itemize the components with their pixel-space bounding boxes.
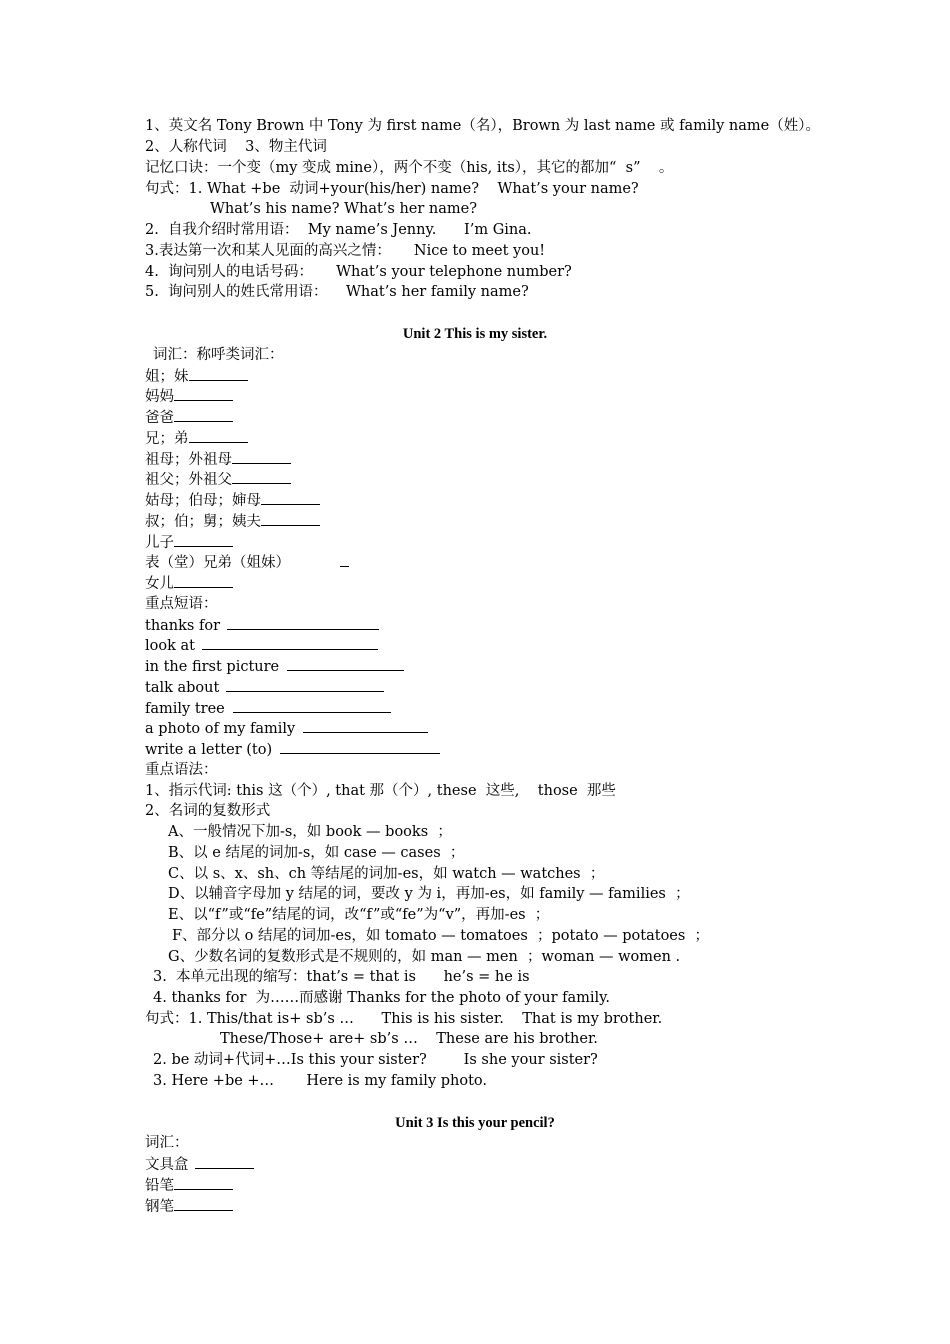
answer-blank[interactable] [174,532,233,547]
answer-blank[interactable] [195,1154,254,1169]
vocab-item: 钢笔 [145,1196,233,1216]
intro-line-5: What’s his name? What’s her name? [210,201,478,217]
vocab-item: 叔；伯；舅；姨夫 [145,511,320,531]
intro-line-4: 句式：1. What +be 动词+your(his/her) name? What’s your name? [145,181,639,197]
answer-blank[interactable] [280,739,440,754]
vocab-item: 铅笔 [145,1175,233,1195]
answer-blank[interactable] [261,511,320,526]
intro-line-2: 2、人称代词 3、物主代词 [145,139,327,155]
grammar-rule: F、部分以 o 结尾的词加-es，如 tomato — tomatoes ；potato — potatoes ； [172,928,710,944]
vocab-item: 兄；弟 [145,428,248,448]
grammar-line: 2、名词的复数形式 [145,803,271,819]
vocab-item: 女儿 [145,573,233,593]
answer-blank[interactable] [227,615,379,630]
vocab-item: 祖母；外祖母 [145,449,291,469]
vocab-item: 表（堂）兄弟（姐妹） [145,552,349,572]
phrase-item: look at [145,635,378,655]
vocab-item: 妈妈 [145,386,233,406]
phrase-item: talk about [145,677,384,697]
answer-blank[interactable] [287,656,404,671]
answer-blank[interactable] [303,718,428,733]
vocab-item: 姐；妹 [145,366,248,386]
answer-blank[interactable] [174,1175,233,1190]
intro-line-9: 5. 询问别人的姓氏常用语： What’s her family name? [145,284,529,300]
sentence-line: 2. be 动词+代词+…Is this your sister? Is she your sister? [153,1052,598,1068]
grammar-line: 1、指示代词: this 这（个）, that 那（个）, these 这些, those 那些 [145,783,616,799]
grammar-rule: G、少数名词的复数形式是不规则的，如 man — men ；woman — women . [168,949,681,965]
intro-line-8: 4. 询问别人的电话号码： What’s your telephone number? [145,264,572,280]
grammar-rule: D、以辅音字母加 y 结尾的词，要改 y 为 i，再加-es，如 family — families ； [168,886,690,902]
grammar-rule: A、一般情况下加-s，如 book — books ； [168,824,452,840]
sentence-line: These/Those+ are+ sb’s … These are his brother. [220,1031,598,1047]
vocab-item: 祖父；外祖父 [145,469,291,489]
grammar-heading: 重点语法： [145,762,218,778]
phrase-item: in the first picture [145,656,404,676]
vocab-item: 儿子 [145,532,233,552]
answer-blank[interactable] [174,407,233,422]
phrases-heading: 重点短语： [145,596,218,612]
sentence-line: 句式：1. This/that is+ sb’s … This is his sister. That is my brother. [145,1011,663,1027]
answer-blank[interactable] [340,552,349,567]
answer-blank[interactable] [174,573,233,588]
answer-blank[interactable] [174,1196,233,1211]
phrase-item: a photo of my family [145,718,428,738]
answer-blank[interactable] [174,386,233,401]
unit2-vocab-heading: 词汇：称呼类词汇： [153,347,284,363]
phrase-item: write a letter (to) [145,739,440,759]
answer-blank[interactable] [233,698,391,713]
intro-line-3: 记忆口诀：一个变（my 变成 mine），两个不变（his, its），其它的都加“ s” 。 [145,160,674,176]
answer-blank[interactable] [189,366,248,381]
vocab-item: 爸爸 [145,407,233,427]
answer-blank[interactable] [202,635,378,650]
grammar-line: 4. thanks for 为……而感谢 Thanks for the photo of your family. [153,990,611,1006]
answer-blank[interactable] [261,490,320,505]
intro-line-1: 1、英文名 Tony Brown 中 Tony 为 first name（名），Brown 为 last name 或 family name（姓）。 [145,118,820,134]
phrase-item: family tree [145,698,391,718]
unit3-vocab-heading: 词汇： [145,1135,189,1151]
answer-blank[interactable] [232,449,291,464]
grammar-rule: C、以 s、x、sh、ch 等结尾的词加-es，如 watch — watches ； [168,866,605,882]
intro-line-6: 2. 自我介绍时常用语： My name’s Jenny. I’m Gina. [145,222,532,238]
sentence-line: 3. Here +be +… Here is my family photo. [153,1073,488,1089]
vocab-item: 姑母；伯母；婶母 [145,490,320,510]
answer-blank[interactable] [226,677,384,692]
grammar-rule: B、以 e 结尾的词加-s，如 case — cases ； [168,845,465,861]
answer-blank[interactable] [232,469,291,484]
vocab-item: 文具盒 [145,1154,254,1174]
unit2-title: Unit 2 This is my sister. [402,326,548,342]
answer-blank[interactable] [189,428,248,443]
grammar-line: 3. 本单元出现的缩写：that’s = that is he’s = he is [153,969,530,985]
phrase-item: thanks for [145,615,379,635]
intro-line-7: 3.表达第一次和某人见面的高兴之情： Nice to meet you! [145,243,546,259]
grammar-rule: E、以“f”或“fe”结尾的词，改“f”或“fe”为“v”，再加-es ； [168,907,550,923]
unit3-title: Unit 3 Is this your pencil? [395,1115,555,1131]
